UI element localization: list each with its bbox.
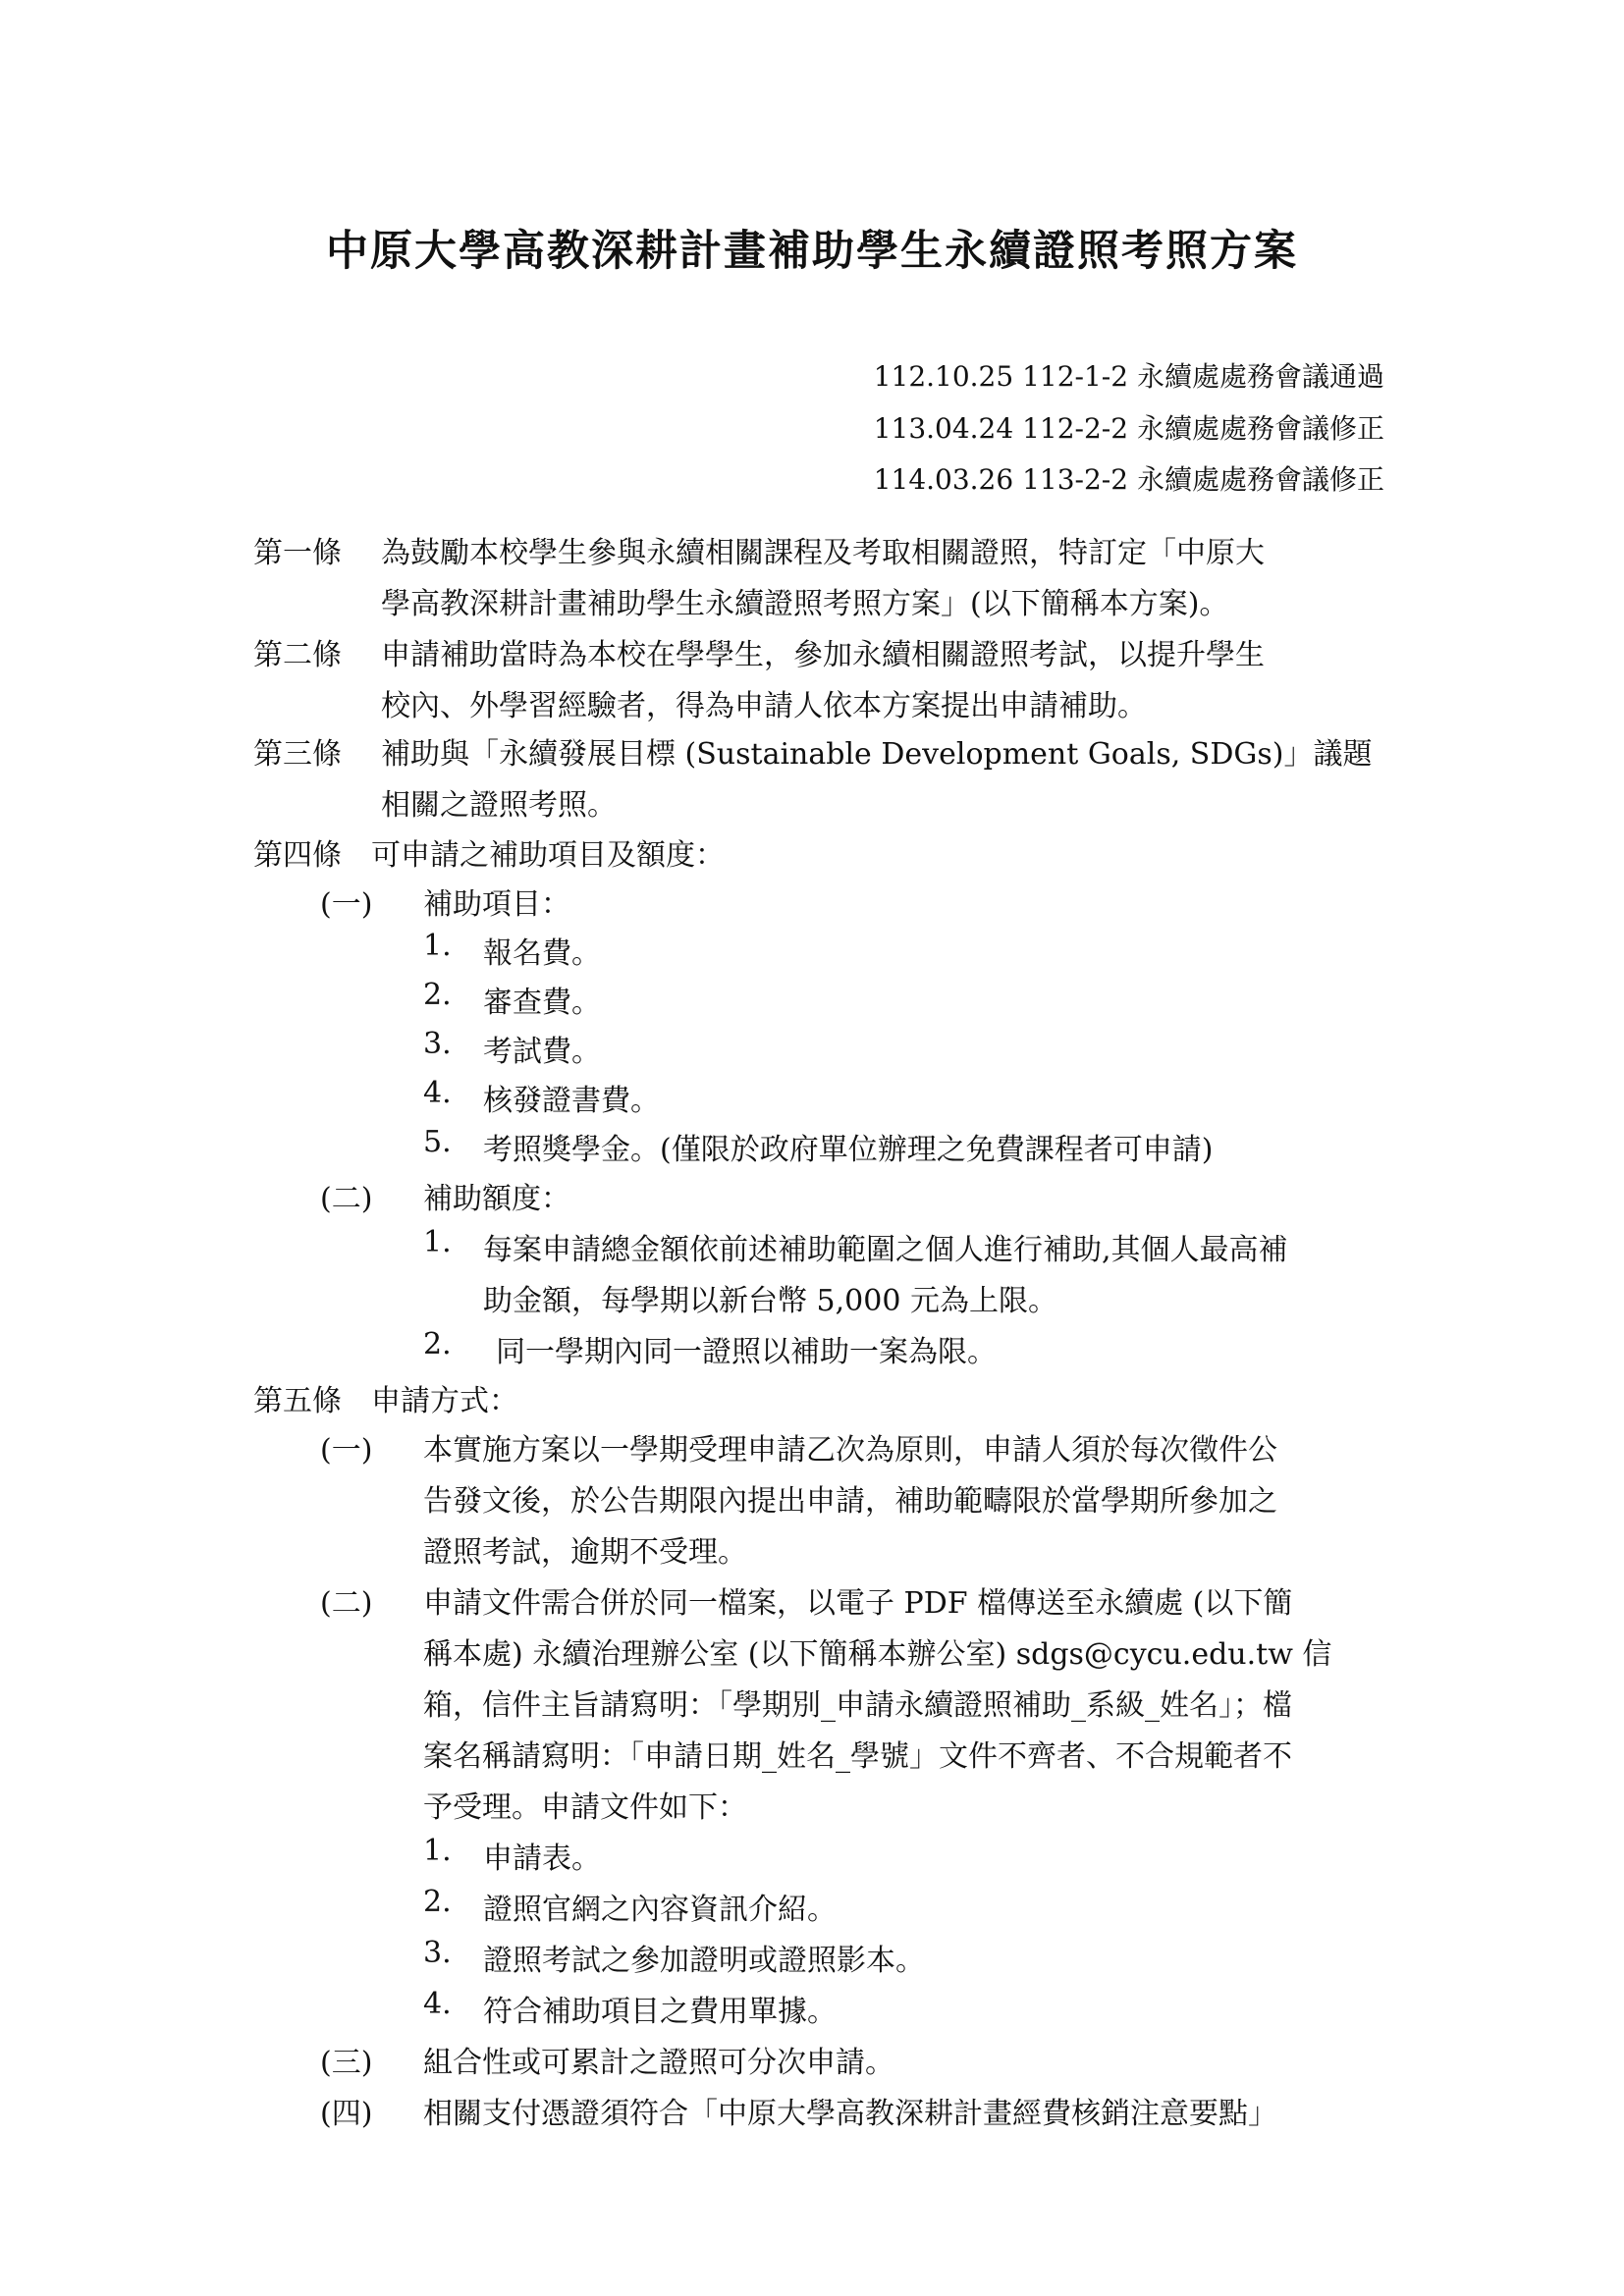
revision-history-1: 112.10.25 112-1-2 永續處處務會議通過 <box>873 360 1384 393</box>
article-5-section-4-text: 相關支付憑證須符合「中原大學高教深耕計畫經費核銷注意要點」 <box>423 2097 1277 2131</box>
document-title: 中原大學高教深耕計畫補助學生永續證照考照方案 <box>326 227 1298 276</box>
article-4-text: 可申請之補助項目及額度： <box>371 838 725 873</box>
list-item: 證照考試之參加證明或證照影本。 <box>483 1944 925 1978</box>
list-item-number: 5. <box>423 1125 452 1159</box>
list-item-number: 2. <box>423 1327 452 1362</box>
revision-history-3: 114.03.26 113-2-2 永續處處務會議修正 <box>873 463 1384 496</box>
list-item: 同一學期內同一證照以補助一案為限。 <box>496 1335 997 1369</box>
revision-history-2: 113.04.24 112-2-2 永續處處務會議修正 <box>873 412 1384 445</box>
list-item: 每案申請總金額依前述補助範圍之個人進行補助,其個人最高補 <box>483 1233 1288 1267</box>
article-2-text: 申請補助當時為本校在學學生，參加永續相關證照考試，以提升學生 <box>381 638 1265 672</box>
article-5-label: 第五條 <box>253 1384 342 1418</box>
list-item-number: 3. <box>423 1027 452 1061</box>
list-item: 考照獎學金。(僅限於政府單位辦理之免費課程者可申請) <box>483 1133 1214 1167</box>
list-item: 申請表。 <box>483 1842 601 1876</box>
article-5-section-2-text: 稱本處) 永續治理辦公室 (以下簡稱本辦公室) sdgs@cycu.edu.tw 信 <box>423 1637 1332 1672</box>
article-5-section-1-label: (一) <box>320 1433 373 1468</box>
list-item: 符合補助項目之費用單據。 <box>483 1995 837 2029</box>
list-item: 審查費。 <box>483 986 601 1020</box>
article-3-label: 第三條 <box>253 737 342 772</box>
article-5-section-3-text: 組合性或可累計之證照可分次申請。 <box>423 2046 894 2080</box>
list-item: 助金額，每學期以新台幣 5,000 元為上限。 <box>483 1284 1057 1318</box>
list-item-number: 4. <box>423 1987 452 2021</box>
list-item-number: 4. <box>423 1076 452 1110</box>
article-5-section-2-label: (二) <box>320 1586 373 1621</box>
list-item-number: 1. <box>423 1834 452 1868</box>
article-5-section-2-text: 予受理。申請文件如下： <box>423 1790 747 1825</box>
article-1-text: 學高教深耕計畫補助學生永續證照考照方案」(以下簡稱本方案)。 <box>381 587 1229 621</box>
article-5-section-1-text: 告發文後，於公告期限內提出申請，補助範疇限於當學期所參加之 <box>423 1484 1277 1519</box>
article-5-section-2-text: 案名稱請寫明：「申請日期_姓名_學號」文件不齊者、不合規範者不 <box>423 1739 1292 1774</box>
article-3-text: 補助與「永續發展目標 (Sustainable Development Goals, SDGs)」議題 <box>381 737 1373 772</box>
list-item: 考試費。 <box>483 1035 601 1069</box>
list-item-number: 3. <box>423 1936 452 1970</box>
article-4-label: 第四條 <box>253 838 342 873</box>
article-5-section-1-text: 證照考試，逾期不受理。 <box>423 1535 747 1570</box>
list-item-number: 1. <box>423 929 452 963</box>
article-5-section-2-text: 箱，信件主旨請寫明：「學期別_申請永續證照補助_系級_姓名」；檔 <box>423 1688 1292 1723</box>
article-5-section-4-label: (四) <box>320 2097 373 2131</box>
article-4-section-2-text: 補助額度： <box>423 1182 570 1216</box>
article-1-text: 為鼓勵本校學生參與永續相關課程及考取相關證照，特訂定「中原大 <box>381 536 1265 570</box>
article-1-label: 第一條 <box>253 536 342 570</box>
article-4-section-2-label: (二) <box>320 1182 373 1216</box>
article-2-text: 校內、外學習經驗者，得為申請人依本方案提出申請補助。 <box>381 689 1147 723</box>
article-5-section-2-text: 申請文件需合併於同一檔案，以電子 PDF 檔傳送至永續處 (以下簡 <box>423 1586 1293 1621</box>
list-item-number: 2. <box>423 978 452 1012</box>
article-5-section-3-label: (三) <box>320 2046 373 2080</box>
article-3-text: 相關之證照考照。 <box>381 788 617 823</box>
list-item-number: 2. <box>423 1885 452 1919</box>
list-item: 核發證書費。 <box>483 1084 660 1118</box>
article-2-label: 第二條 <box>253 638 342 672</box>
article-5-section-1-text: 本實施方案以一學期受理申請乙次為原則，申請人須於每次徵件公 <box>423 1433 1277 1468</box>
article-5-text: 申請方式： <box>371 1384 518 1418</box>
article-4-section-1-label: (一) <box>320 887 373 922</box>
article-4-section-1-text: 補助項目： <box>423 887 570 922</box>
list-item: 證照官網之內容資訊介紹。 <box>483 1893 837 1927</box>
list-item: 報名費。 <box>483 936 601 971</box>
list-item-number: 1. <box>423 1225 452 1259</box>
